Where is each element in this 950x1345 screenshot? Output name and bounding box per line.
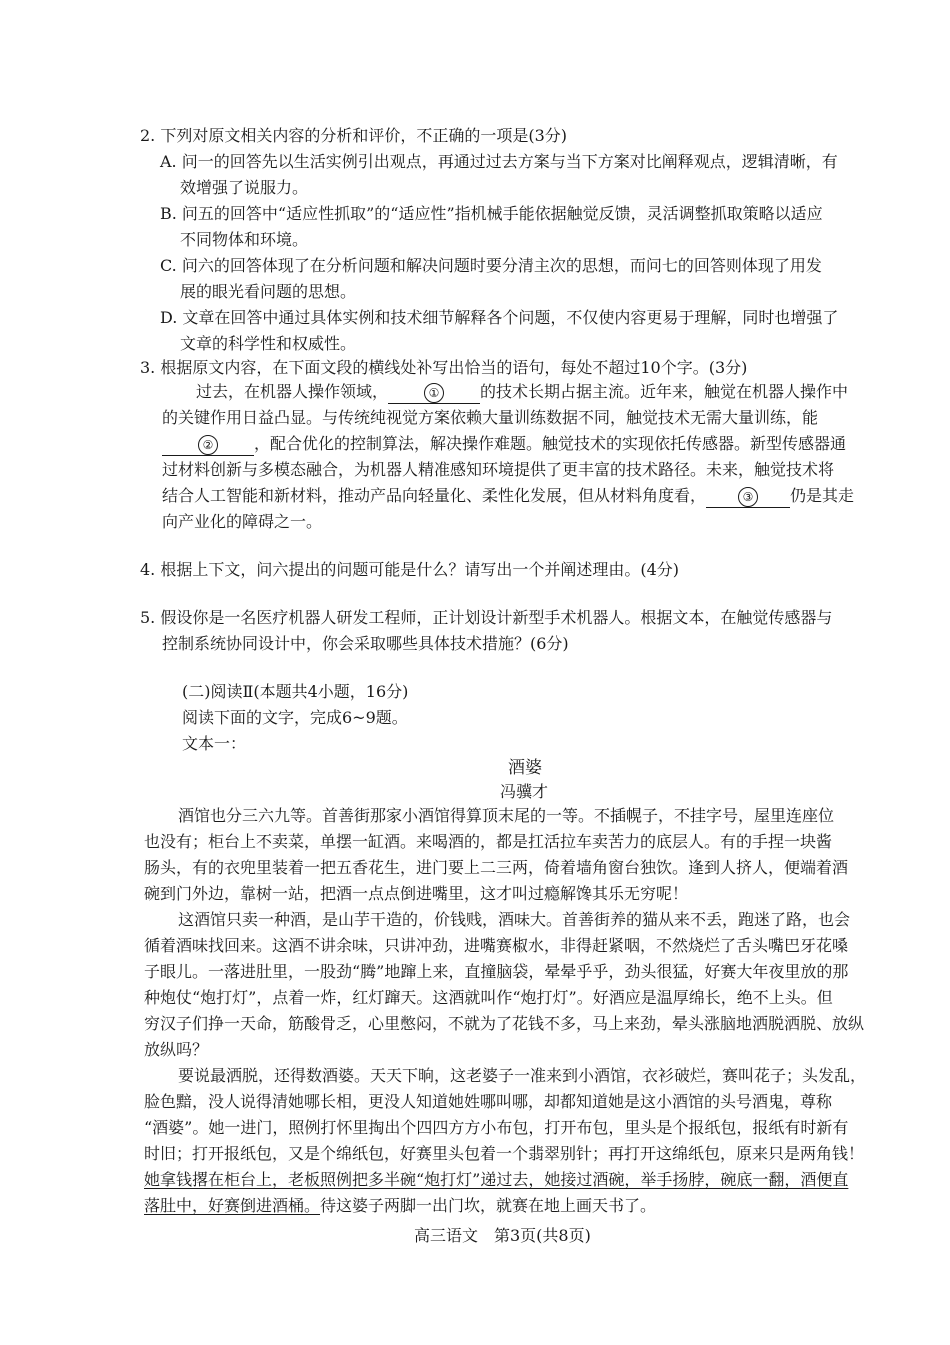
story-line: 酒馆也分三六九等。首善街那家小酒馆得算顶末尾的一等。不插幌子，不挂字号，屋里连座位 xyxy=(178,806,835,825)
q2-stem: 2. 下列对原文相关内容的分析和评价，不正确的一项是(3分) xyxy=(140,126,568,145)
text-label: 文本一： xyxy=(182,734,247,753)
q3-text: 结合人工智能和新材料，推动产品向轻量化、柔性化发展，但从材料角度看， xyxy=(162,486,707,505)
story-line: “酒婆”。她一进门，照例打怀里掏出个四四方方小布包，打开布包，里头是个报纸包，报纸有时新有 xyxy=(144,1118,849,1137)
q5-stem-cont: 控制系统协同设计中，你会采取哪些具体技术措施？(6分) xyxy=(162,634,569,653)
story-line: 时旧；打开报纸包，又是个绵纸包，好赛里头包着一个翡翠别针；再打开这绵纸包，原来只是两角钱！ xyxy=(144,1144,865,1163)
q3-para-line xyxy=(162,486,854,508)
story-line-underlined: 她拿钱撂在柜台上，老板照例把多半碗“炮打灯”递过去，她接过酒碗，举手扬脖，碗底一翻，酒便直 xyxy=(144,1170,849,1189)
q2-option-b-cont: 不同物体和环境。 xyxy=(180,230,309,249)
blank-number-3: ③ xyxy=(738,487,758,507)
story-author: 冯骥才 xyxy=(500,782,549,801)
story-line xyxy=(144,1196,656,1216)
q2-option-c: C. 问六的回答体现了在分析问题和解决问题时要分清主次的思想，而问七的回答则体现了用发 xyxy=(160,256,822,275)
blank-number-1: ① xyxy=(424,383,444,403)
story-line: 种炮仗“炮打灯”，点着一炸，红灯蹿天。这酒就叫作“炮打灯”。好酒应是温厚绵长，绝不上头。但 xyxy=(144,988,833,1007)
page-footer: 高三语文 第3页(共8页) xyxy=(414,1226,591,1245)
story-line: 循着酒味找回来。这酒不讲余味，只讲冲劲，进嘴赛椒水，非得赶紧咽，不然烧烂了舌头嘴巴牙花嗓 xyxy=(144,936,849,955)
q3-para-line xyxy=(162,434,846,456)
q3-para-line: 过材料创新与多模态融合，为机器人精准感知环境提供了更丰富的技术路径。未来，触觉技术将 xyxy=(162,460,835,479)
story-text: 待这婆子两脚一出门坎，就赛在地上画天书了。 xyxy=(320,1196,657,1215)
q3-para-line xyxy=(196,382,848,404)
q2-option-d-cont: 文章的科学性和权威性。 xyxy=(180,334,357,353)
story-line: 穷汉子们挣一天命，筋酸骨乏，心里憋闷，不就为了花钱不多，马上来劲，晕头涨脑地洒脱洒脱、放纵 xyxy=(144,1014,865,1033)
story-title: 酒婆 xyxy=(508,758,542,778)
q2-option-b: B. 问五的回答中“适应性抓取”的“适应性”指机械手能依据触觉反馈，灵活调整抓取策略以适应 xyxy=(160,204,823,223)
story-line: 也没有；柜台上不卖菜，单摆一缸酒。来喝酒的，都是扛活拉车卖苦力的底层人。有的手捏一块酱 xyxy=(144,832,833,851)
blank-number-2: ② xyxy=(198,435,218,455)
q3-text: 仍是其走 xyxy=(790,486,855,505)
story-line: 要说最洒脱，还得数酒婆。天天下晌，这老婆子一准来到小酒馆，衣衫破烂，赛叫花子；头发乱， xyxy=(178,1066,867,1085)
story-line: 碗到门外边，靠树一站，把酒一点点倒进嘴里，这才叫过瘾解馋其乐无穷呢！ xyxy=(144,884,689,903)
q3-text: 的技术长期占据主流。近年来，触觉在机器人操作中 xyxy=(480,382,849,401)
q3-para-line: 向产业化的障碍之一。 xyxy=(162,512,323,531)
q2-option-a: A. 问一的回答先以生活实例引出观点，再通过过去方案与当下方案对比阐释观点，逻辑清晰，有 xyxy=(160,152,838,171)
q3-blank-2 xyxy=(162,435,254,456)
story-line: 脸色黯，没人说得清她哪长相，更没人知道她姓哪叫哪，却都知道她是这小酒馆的头号酒鬼，尊称 xyxy=(144,1092,833,1111)
story-line: 子眼儿。一落进肚里，一股劲“腾”地蹿上来，直撞脑袋，晕晕乎乎，劲头很猛，好赛大年夜里放的那 xyxy=(144,962,849,981)
q3-blank-1 xyxy=(388,383,480,404)
story-line: 放纵吗？ xyxy=(144,1040,209,1059)
q2-option-d: D. 文章在回答中通过具体实例和技术细节解释各个问题，不仅使内容更易于理解，同时也增强了 xyxy=(160,308,839,327)
q4-stem: 4. 根据上下文，问六提出的问题可能是什么？请写出一个并阐述理由。(4分) xyxy=(140,560,680,579)
q3-blank-3 xyxy=(706,487,790,508)
underlined-text: 落肚中，好赛倒进酒桶。 xyxy=(144,1196,321,1215)
q3-stem: 3. 根据原文内容，在下面文段的横线处补写出恰当的语句，每处不超过10个字。(3分) xyxy=(140,358,748,377)
q2-option-c-cont: 展的眼光看问题的思想。 xyxy=(180,282,357,301)
q3-text: 过去，在机器人操作领域， xyxy=(196,382,389,401)
story-line: 肠头，有的衣兜里装着一把五香花生，进门要上二三两，倚着墙角窗台独饮。逢到人挤人，便端着酒 xyxy=(144,858,849,877)
section-heading: (二)阅读Ⅱ(本题共4小题，16分) xyxy=(182,682,409,701)
section-instruction: 阅读下面的文字，完成6~9题。 xyxy=(182,708,408,727)
q3-para-line: 的关键作用日益凸显。与传统纯视觉方案依赖大量训练数据不同，触觉技术无需大量训练，能 xyxy=(162,408,819,427)
story-line: 这酒馆只卖一种酒，是山芋干造的，价钱贱，酒味大。首善街养的猫从来不丢，跑迷了路，也会 xyxy=(178,910,851,929)
q2-option-a-cont: 效增强了说服力。 xyxy=(180,178,309,197)
q3-text: ，配合优化的控制算法，解决操作难题。触觉技术的实现依托传感器。新型传感器通 xyxy=(254,434,847,453)
q5-stem: 5. 假设你是一名医疗机器人研发工程师，正计划设计新型手术机器人。根据文本，在触觉传感器与 xyxy=(140,608,833,627)
